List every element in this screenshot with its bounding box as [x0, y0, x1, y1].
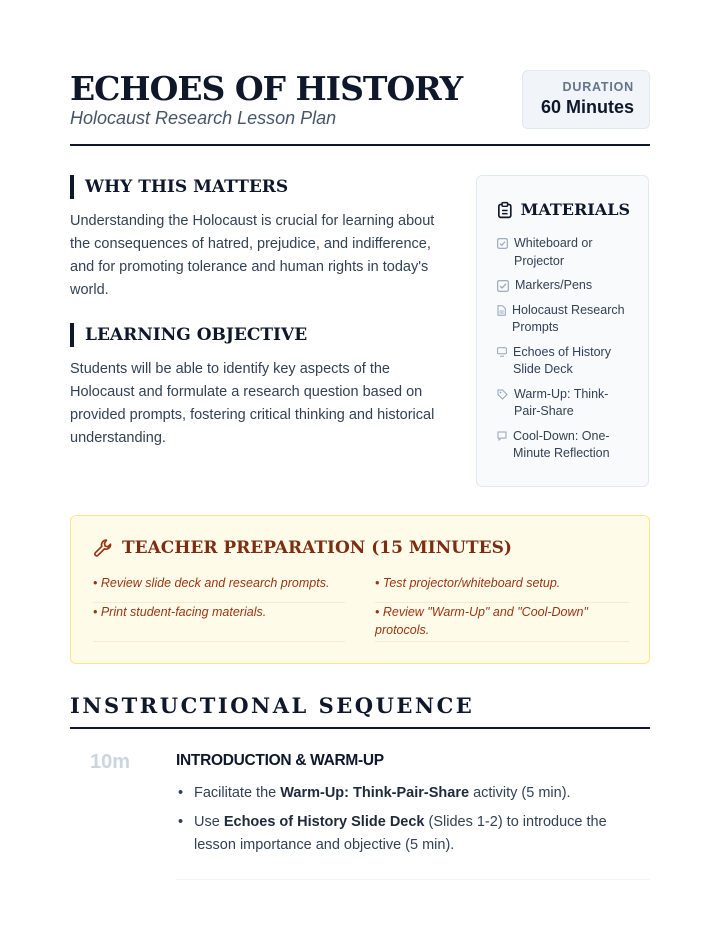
duration-value: 60 Minutes [540, 97, 634, 117]
checkbox-icon [497, 238, 508, 249]
bullet-emphasis: Warm-Up: Think-Pair-Share [280, 785, 470, 801]
material-label: Markers/Pens [515, 278, 593, 292]
material-item [497, 302, 630, 337]
material-label: Echoes of History Slide Deck [513, 344, 611, 376]
bullet-text: (Slides 1-2) to introduce the lesson importance and objective (5 min). [194, 814, 607, 853]
prep-item: • Review "Warm-Up" and "Cool-Down" protocols. [375, 603, 629, 642]
objective-heading: LEARNING OBJECTIVE [70, 323, 307, 347]
page-title: ECHOES OF HISTORY [70, 69, 463, 108]
monitor-icon [497, 347, 507, 357]
materials-title-label: MATERIALS [520, 200, 630, 219]
duration-card [522, 70, 650, 129]
duration-label: DURATION [562, 80, 634, 94]
sequence-heading: INSTRUCTIONAL SEQUENCE [70, 693, 650, 729]
material-label: Whiteboard or Projector [514, 236, 593, 268]
teacher-prep-panel [70, 515, 650, 664]
step-bullet [176, 811, 650, 857]
bullet-text: activity (5 min). [469, 785, 571, 801]
material-item [497, 235, 630, 270]
page-subtitle: Holocaust Research Lesson Plan [70, 108, 337, 128]
objective-text: Students will be able to identify key aspects of the Holocaust and formulate a research question based on provided prompts, fostering critical thinking and historical understanding. [70, 361, 435, 446]
prep-title [93, 538, 629, 558]
document-icon [497, 305, 506, 316]
material-label: Warm-Up: Think-Pair-Share [514, 386, 609, 418]
materials-panel [476, 175, 649, 487]
material-label: Cool-Down: One-Minute Reflection [513, 428, 610, 460]
step-divider [176, 879, 650, 880]
material-item [497, 386, 630, 421]
bullet-text: Facilitate the [194, 785, 281, 801]
step-bullet [176, 782, 650, 805]
why-text: Understanding the Holocaust is crucial for learning about the consequences of hatred, prejudice, and indifference, and for promoting tolerance and human rights in today's world. [70, 213, 435, 298]
clipboard-icon [497, 201, 513, 219]
checkbox-icon [497, 280, 509, 292]
step-title: INTRODUCTION & WARM-UP [176, 752, 384, 769]
materials-title [497, 200, 630, 219]
wrench-icon [93, 538, 113, 558]
bullet-text: Use [194, 814, 224, 830]
prep-item: • Review slide deck and research prompts. [93, 574, 345, 603]
bullet-emphasis: Echoes of History Slide Deck [223, 814, 425, 830]
material-item [497, 428, 630, 463]
prep-item: • Test projector/whiteboard setup. [375, 574, 629, 603]
tag-icon [497, 389, 508, 400]
prep-title-label: TEACHER PREPARATION (15 MINUTES) [122, 538, 512, 558]
step-time: 10m [90, 751, 131, 773]
step-bullets [176, 782, 650, 863]
material-label: Holocaust Research Prompts [512, 302, 625, 334]
why-heading: WHY THIS MATTERS [70, 175, 288, 199]
material-item [497, 277, 630, 295]
speech-bubble-icon [497, 431, 507, 441]
prep-item: • Print student-facing materials. [93, 603, 345, 642]
page-header [70, 70, 650, 146]
material-item [497, 344, 630, 379]
